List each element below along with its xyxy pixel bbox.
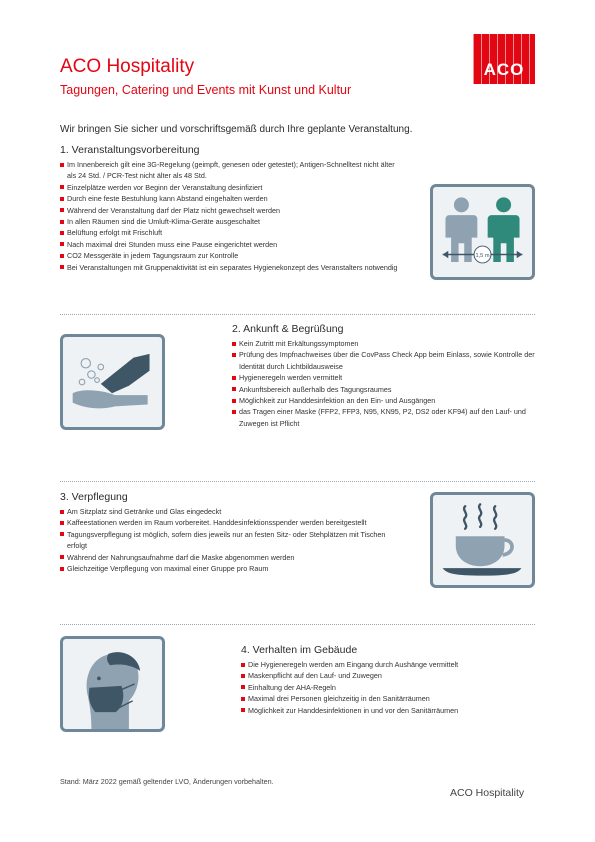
face-mask-icon [60,636,165,732]
list-item: Prüfung des Impfnachweises über die CovPass Check App beim Einlass, sowie Kontrolle der Identität durch Lichtbildausweise [232,349,542,372]
hand-disinfection-icon [60,334,165,430]
list-item: das Tragen einer Maske (FFP2, FFP3, N95, KN95, P2, DS2 oder KF94) auf den Lauf- und Zuwegen ist Pflicht [232,406,542,429]
footnote: Stand: März 2022 gemäß geltender LVO, Änderungen vorbehalten. [60,777,274,786]
section-divider [60,624,535,625]
footer-brand: ACO Hospitality [450,787,525,799]
social-distance-icon [430,184,535,280]
section-heading: 4. Verhalten im Gebäude [241,644,358,656]
list-item: Bei Veranstaltungen mit Gruppenaktivität ist ein separates Hygienekonzept des Veranstalters notwendig [60,262,405,273]
list-item: Während der Veranstaltung darf der Platz nicht gewechselt werden [60,205,405,216]
section-divider [60,314,535,315]
list-item: Möglichkeit zur Handdesinfektion an den Ein- und Ausgängen [232,395,542,406]
list-item: Tagungsverpflegung ist möglich, sofern dies jeweils nur an festen Sitz- oder Stehplätzen mit Tischen erfolgt [60,529,405,552]
list-item: Belüftung erfolgt mit Frischluft [60,227,405,238]
list-item: Im Innenbereich gilt eine 3G-Regelung (geimpft, genesen oder getestet); Antigen-Schnelltest nicht älter als 24 Std. / PCR-Test nicht älter als 48 Std. [60,159,405,182]
list-item: Einhaltung der AHA-Regeln [241,682,541,693]
aco-logo [473,34,535,84]
list-item: Möglichkeit zur Handdesinfektionen in und vor den Sanitärräumen [241,705,541,716]
page-subtitle: Tagungen, Catering und Events mit Kunst und Kultur [60,83,352,97]
list-item: Durch eine feste Bestuhlung kann Abstand eingehalten werden [60,193,405,204]
list-item: Die Hygieneregeln werden am Eingang durch Aushänge vermittelt [241,659,541,670]
list-item: Nach maximal drei Stunden muss eine Pause eingerichtet werden [60,239,405,250]
logo-text: ACO [483,60,525,79]
list-item: Maximal drei Personen gleichzeitig in den Sanitärräumen [241,693,541,704]
list-item: Hygieneregeln werden vermittelt [232,372,542,383]
list-item: Ankunftsbereich außerhalb des Tagungsraumes [232,384,542,395]
list-item: Einzelplätze werden vor Beginn der Veranstaltung desinfiziert [60,182,405,193]
list-item: Maskenpflicht auf den Lauf- und Zuwegen [241,670,541,681]
section-divider [60,481,535,482]
section-heading: 2. Ankunft & Begrüßung [232,323,344,335]
section-arrival [232,323,542,429]
list-item: Gleichzeitige Verpflegung von maximal einer Gruppe pro Raum [60,563,405,574]
list-item: In allen Räumen sind die Umluft-Klima-Geräte ausgeschaltet [60,216,405,227]
list-item: Kaffeestationen werden im Raum vorbereitet. Handdesinfektionsspender werden bereitgestellt [60,517,405,528]
list-item: Während der Nahrungsaufnahme darf die Maske abgenommen werden [60,552,405,563]
list-item: CO2 Messgeräte in jedem Tagungsraum zur Kontrolle [60,250,405,261]
section-heading: 3. Verpflegung [60,491,128,503]
section-heading: 1. Veranstaltungsvorbereitung [60,144,200,156]
list-item: Kein Zutritt mit Erkältungssymptomen [232,338,542,349]
intro-text: Wir bringen Sie sicher und vorschriftsgemäß durch Ihre geplante Veranstaltung. [60,124,413,135]
section-list [241,659,541,716]
section-conduct [241,644,541,716]
list-item: Am Sitzplatz sind Getränke und Glas eingedeckt [60,506,405,517]
coffee-cup-icon [430,492,535,588]
section-list [60,506,405,574]
section-catering [60,491,405,574]
section-list [60,159,405,273]
page-title: ACO Hospitality [60,56,195,77]
section-list [232,338,542,429]
section-preparation [60,144,405,273]
distance-label: 1,5 m [475,252,490,259]
